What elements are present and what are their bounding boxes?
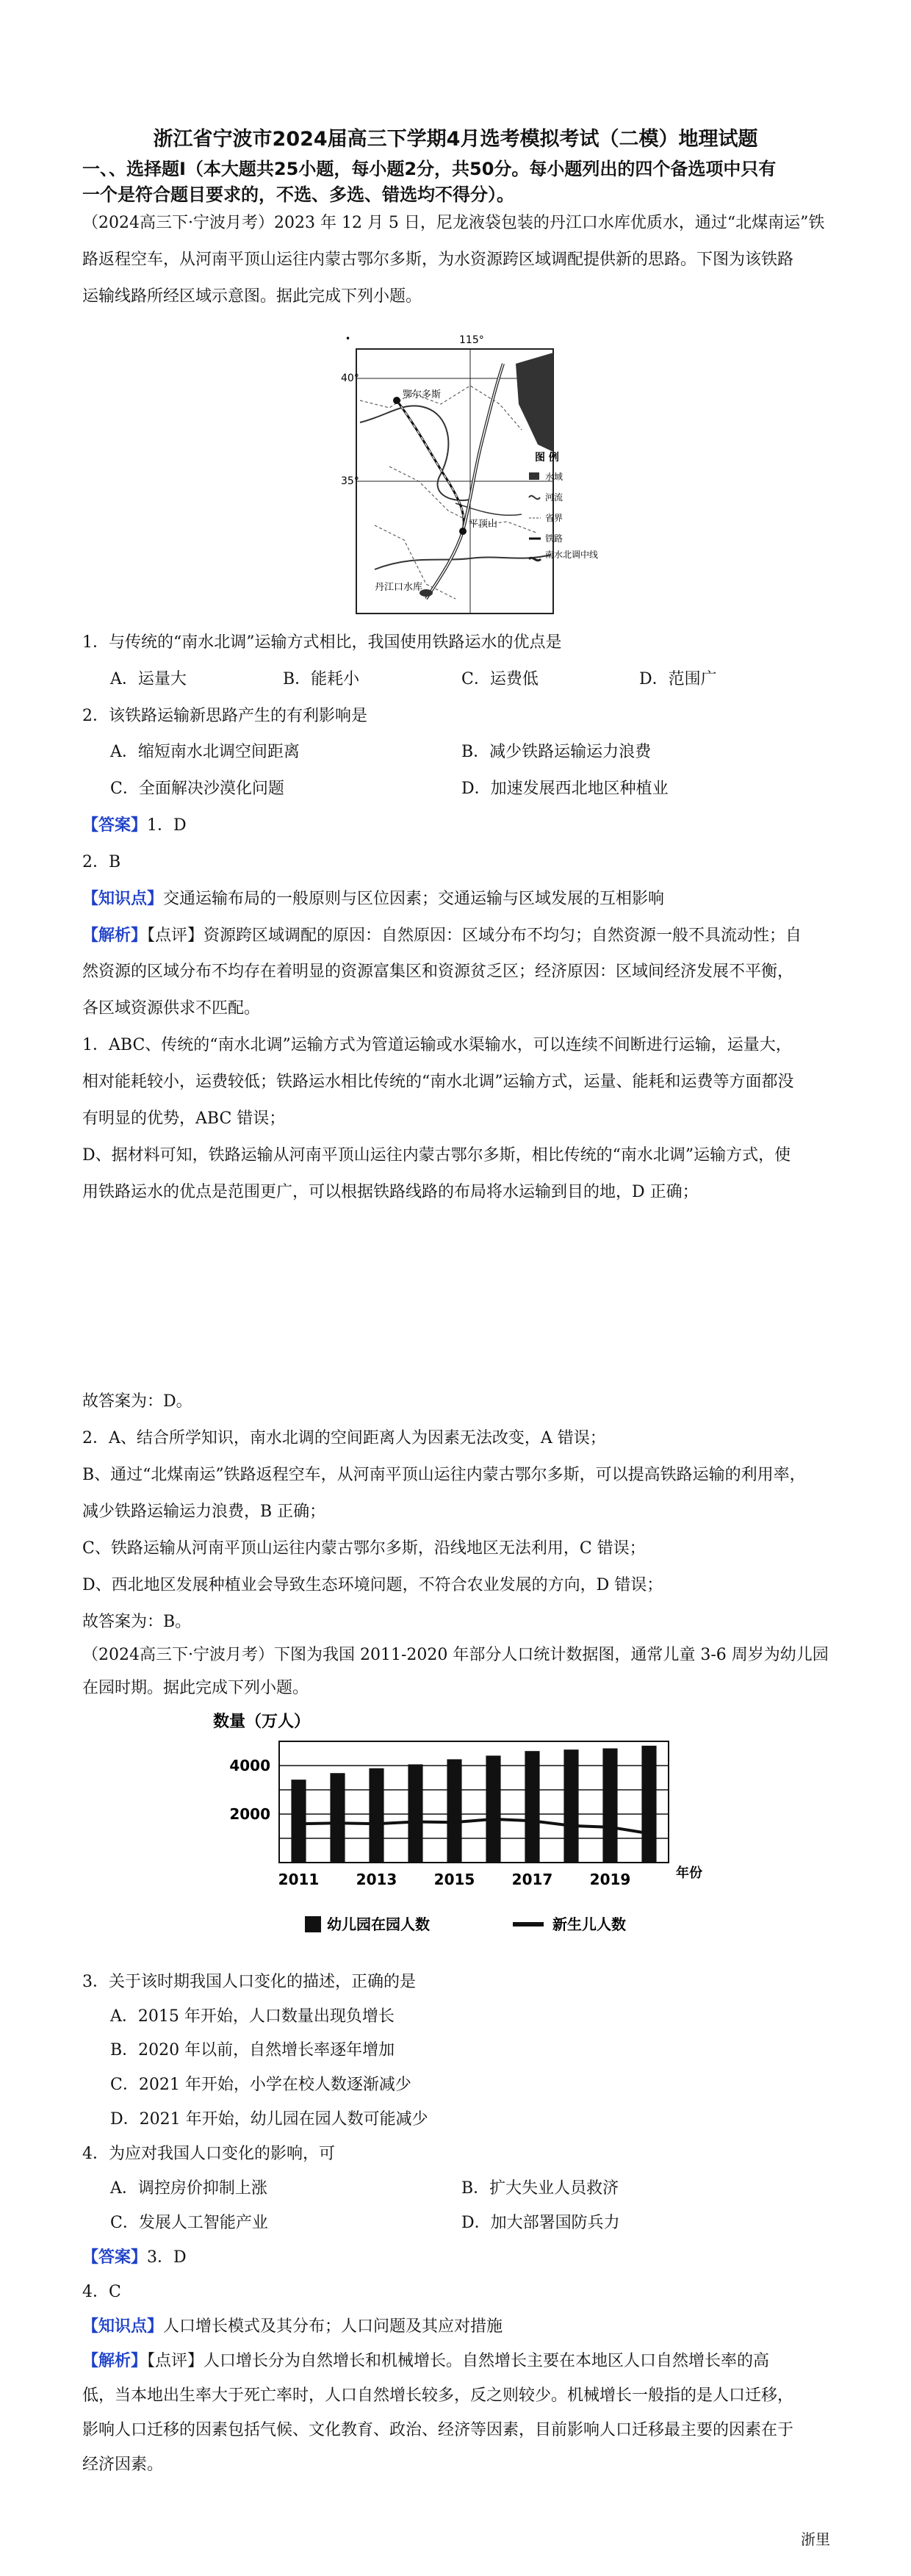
knowledge-tag: 【知识点】 [82, 2317, 164, 2336]
chart-bar [330, 1773, 345, 1863]
chart-bar [369, 1769, 384, 1863]
reservoir-label: 丹江口水库 [375, 582, 423, 593]
chart-x-tick-label: 2019 [589, 1871, 631, 1888]
legend-railway: 铁路 [545, 533, 563, 544]
analysis-line [82, 923, 802, 949]
chart-bar [291, 1780, 306, 1863]
knowledge-text: 交通运输布局的一般原则与区位因素；交通运输与区域发展的互相影响 [163, 890, 665, 908]
pingdingshan-label: 平顶山 [469, 519, 498, 530]
legend-diversion: 南水北调中线 [545, 550, 599, 560]
legend-bar-swatch [305, 1916, 321, 1932]
legend-water: 水域 [545, 472, 563, 482]
section-header-line2: 一个是符合题目要求的，不选、多选、错选均不得分）。 [82, 184, 514, 205]
question-3-stem: 3．关于该时期我国人口变化的描述，正确的是 [82, 1973, 416, 1991]
q12-intro-line: 运输线路所经区域示意图。据此完成下列小题。 [82, 287, 422, 306]
chart-y-tick-label: 2000 [229, 1805, 270, 1823]
chart-x-tick-label: 2017 [511, 1871, 553, 1888]
railway-map-figure [341, 334, 599, 614]
chart-y-tick-label: 4000 [229, 1757, 270, 1774]
question-4-option-d[interactable]: D．加大部署国防兵力 [461, 2214, 620, 2232]
question-3-option-c[interactable]: C．2021 年开始，小学在校人数逐渐减少 [110, 2076, 411, 2094]
chart-bar [408, 1764, 422, 1863]
question-4-option-a[interactable]: A．调控房价抑制上涨 [110, 2179, 267, 2198]
ordos-label: 鄂尔多斯 [403, 389, 442, 400]
chart-x-tick-label: 2011 [278, 1871, 320, 1888]
knowledge-tag: 【知识点】 [82, 890, 164, 908]
question-3-option-a[interactable]: A．2015 年开始，人口数量出现负增长 [110, 2007, 395, 2026]
legend-border: 省界 [545, 513, 563, 523]
answer-tag: 【答案】 [82, 2248, 148, 2267]
chart-bar [525, 1751, 539, 1863]
chart-bar [563, 1749, 578, 1863]
question-1-option-b[interactable]: B．能耗小 [283, 670, 360, 688]
analysis-line: 经济因素。 [82, 2456, 164, 2474]
ordos-marker [393, 397, 400, 404]
page-footer: 浙里 [801, 2530, 830, 2548]
question-2-option-b[interactable]: B．减少铁路运输运力浪费 [461, 743, 652, 761]
answer-line-4: 4．C [82, 2283, 121, 2301]
lat-label-35: 35° [341, 475, 359, 487]
explain-2-line: 减少铁路运输运力浪费，B 正确； [82, 1503, 326, 1521]
analysis-tag: 【解析】 [82, 927, 148, 945]
chart-x-tick-label: 2013 [356, 1871, 397, 1888]
analysis-line: 影响人口迁移的因素包括气候、文化教育、政治、经济等因素，目前影响人口迁移最主要的因素在于 [82, 2421, 794, 2439]
page-title: 浙江省宁波市2024届高三下学期4月选考模拟考试（二模）地理试题 [153, 128, 758, 151]
knowledge-text: 人口增长模式及其分布；人口问题及其应对措施 [163, 2317, 503, 2336]
analysis-text: 【点评】资源跨区域调配的原因：自然原因：区域分布不均匀；自然资源一般不具流动性；自 [147, 927, 802, 945]
legend-line-label: 新生儿人数 [552, 1915, 626, 1933]
population-chart-svg [198, 1705, 727, 1947]
lat-label-40: 40° [341, 373, 359, 384]
chart-bar [602, 1749, 617, 1863]
q34-intro-line: （2024高三下·宁波月考）下图为我国 2011-2020 年部分人口统计数据图，通常儿童 3-6 周岁为幼儿园 [82, 1646, 829, 1664]
chart-xlabel: 年份 [676, 1866, 702, 1881]
railway-map [341, 334, 599, 614]
question-3-option-b[interactable]: B．2020 年以前，自然增长率逐年增加 [110, 2041, 395, 2059]
answer-line-2: 2．B [82, 853, 121, 871]
question-2-option-c[interactable]: C．全面解决沙漠化问题 [110, 780, 284, 798]
q12-intro-line: （2024高三下·宁波月考）2023 年 12 月 5 日，尼龙液袋包装的丹江口水库优质水，通过“北煤南运”铁 [82, 214, 825, 232]
question-2-stem: 2．该铁路运输新思路产生的有利影响是 [82, 707, 367, 725]
explain-1-line: 相对能耗较小，运费较低；铁路运水相比传统的“南水北调”运输方式，运量、能耗和运费等方面都没 [82, 1073, 794, 1091]
question-1-option-a[interactable]: A．运量大 [110, 670, 187, 688]
chart-x-tick-label: 2015 [433, 1871, 475, 1888]
analysis-tag: 【解析】 [82, 2352, 148, 2370]
answer-line-3 [82, 2245, 187, 2270]
answer-tag: 【答案】 [82, 816, 148, 835]
answer-value: 3．D [147, 2248, 187, 2267]
conclusion-1: 故答案为：D。 [82, 1392, 192, 1411]
explain-2-line: C、铁路运输从河南平顶山运往内蒙古鄂尔多斯，沿线地区无法利用，C 错误； [82, 1539, 646, 1558]
question-4-stem: 4．为应对我国人口变化的影响，可 [82, 2145, 335, 2163]
pingdingshan-marker [459, 528, 467, 535]
analysis-line: 各区域资源供求不匹配。 [82, 999, 261, 1018]
explain-2-line: B、通过“北煤南运”铁路返程空车，从河南平顶山运往内蒙古鄂尔多斯，可以提高铁路运输的利用率， [82, 1466, 806, 1484]
knowledge-line [82, 886, 664, 912]
explain-2-line: 2．A、结合所学知识，南水北调的空间距离人为因素无法改变，A 错误； [82, 1429, 606, 1447]
analysis-text: 【点评】人口增长分为自然增长和机械增长。自然增长主要在本地区人口自然增长率的高 [147, 2352, 770, 2370]
analysis-line: 低，当本地出生率大于死亡率时，人口自然增长较多，反之则较少。机械增长一般指的是人口迁移， [82, 2386, 794, 2405]
population-chart [198, 1705, 727, 1947]
answer-value: 1．D [147, 816, 187, 835]
legend-river: 河流 [545, 492, 563, 503]
chart-newborn-line [299, 1819, 649, 1833]
knowledge-line [82, 2314, 503, 2339]
question-2-option-d[interactable]: D．加速发展西北地区种植业 [461, 780, 669, 798]
conclusion-2: 故答案为：B。 [82, 1613, 192, 1631]
question-1-option-c[interactable]: C．运费低 [461, 670, 539, 688]
lon-label: 115° [459, 334, 484, 346]
chart-bar [486, 1755, 500, 1863]
q34-intro-line: 在园时期。据此完成下列小题。 [82, 1679, 309, 1697]
chart-bar [641, 1746, 656, 1863]
explain-1-line: 有明显的优势，ABC 错误； [82, 1109, 286, 1128]
explain-2-line: D、西北地区发展种植业会导致生态环境问题，不符合农业发展的方向，D 错误； [82, 1576, 663, 1594]
analysis-line: 然资源的区域分布不均存在着明显的资源富集区和资源贫乏区；经济原因：区域间经济发展不平衡， [82, 963, 794, 981]
section-header-line1: 一、、选择题Ⅰ（本大题共25小题，每小题2分，共50分。每小题列出的四个备选项中只有 [82, 159, 777, 179]
explain-1-line: D、据材料可知，铁路运输从河南平顶山运往内蒙古鄂尔多斯，相比传统的“南水北调”运输方式，使 [82, 1146, 791, 1165]
question-4-option-b[interactable]: B．扩大失业人员救济 [461, 2179, 619, 2198]
chart-bar [447, 1759, 461, 1863]
question-4-option-c[interactable]: C．发展人工智能产业 [110, 2214, 268, 2232]
question-1-option-d[interactable]: D．范围广 [639, 670, 717, 688]
explain-1-line: 1．ABC、传统的“南水北调”运输方式为管道运输或水渠输水，可以连续不间断进行运输，运量大， [82, 1036, 792, 1054]
question-3-option-d[interactable]: D．2021 年开始，幼儿园在园人数可能减少 [110, 2110, 428, 2129]
legend-water-swatch [529, 472, 539, 480]
question-2-option-a[interactable]: A．缩短南水北调空间距离 [110, 743, 300, 761]
question-1-stem: 1．与传统的“南水北调”运输方式相比，我国使用铁路运水的优点是 [82, 633, 562, 652]
explain-1-line: 用铁路运水的优点是范围更广，可以根据铁路线路的布局将水运输到目的地，D 正确； [82, 1183, 699, 1201]
q12-intro-line: 路返程空车，从河南平顶山运往内蒙古鄂尔多斯，为水资源跨区域调配提供新的思路。下图为该铁路 [82, 251, 794, 269]
legend-title: 图 例 [535, 452, 559, 464]
map-corner-mark: • [345, 334, 351, 344]
chart-ylabel: 数量（万人） [213, 1713, 311, 1731]
analysis-line [82, 2348, 769, 2374]
answer-line-1 [82, 813, 187, 838]
legend-bar-label: 幼儿园在园人数 [327, 1915, 430, 1933]
